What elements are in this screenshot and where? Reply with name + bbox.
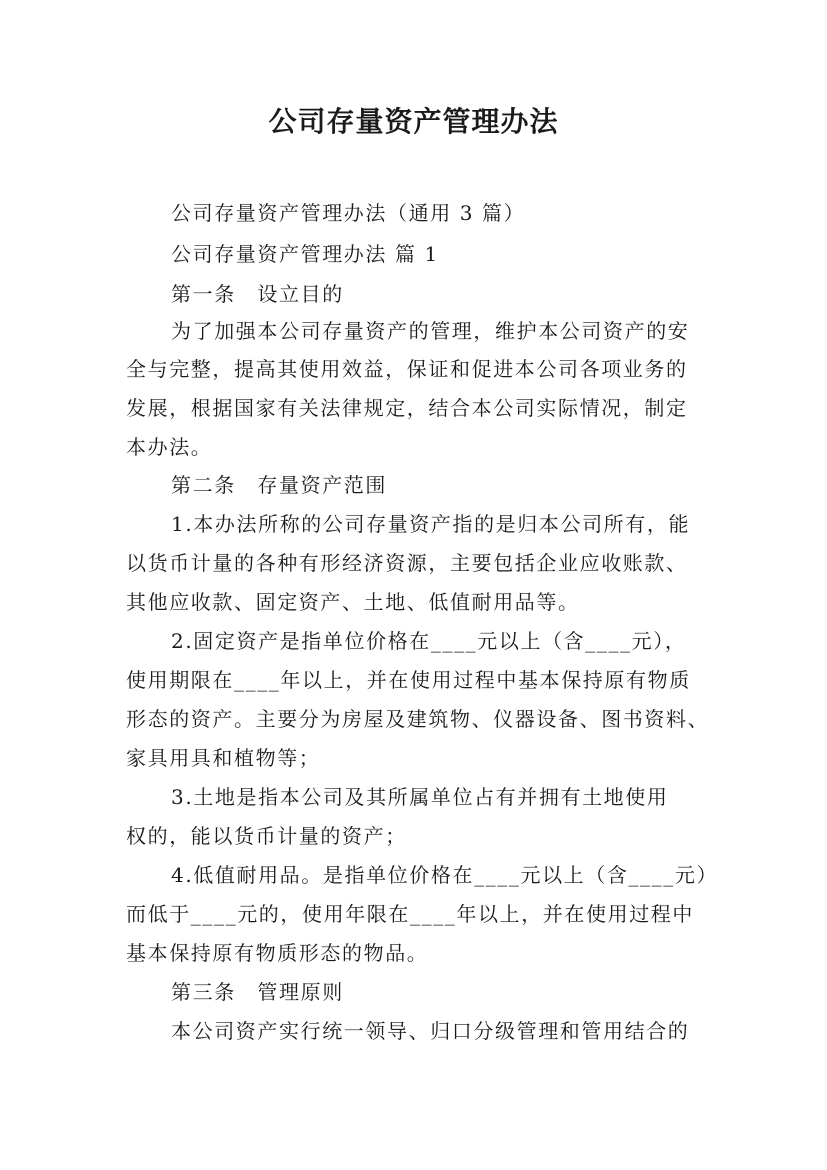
paragraph-line: 1.本办法所称的公司存量资产指的是归本公司所有，能	[171, 512, 691, 536]
paragraph-line: 而低于____元的，使用年限在____年以上，并在使用过程中	[126, 902, 694, 926]
paragraph-line: 全与完整，提高其使用效益，保证和促进本公司各项业务的	[126, 357, 688, 381]
article-heading: 第二条 存量资产范围	[171, 473, 387, 497]
subtitle-line: 公司存量资产管理办法（通用 3 篇）	[171, 201, 526, 225]
paragraph-line: 以货币计量的各种有形经济资源，主要包括企业应收账款、	[126, 551, 688, 575]
article-heading: 第三条 管理原则	[171, 980, 344, 1004]
section-heading: 公司存量资产管理办法 篇 1	[171, 242, 439, 266]
paragraph-line: 4.低值耐用品。是指单位价格在____元以上（含____元）	[171, 863, 719, 887]
paragraph-line: 本办法。	[126, 435, 213, 459]
paragraph-line: 2.固定资产是指单位价格在____元以上（含____元），	[171, 629, 687, 653]
paragraph-line: 使用期限在____年以上，并在使用过程中基本保持原有物质	[126, 668, 691, 692]
paragraph-line: 其他应收款、固定资产、土地、低值耐用品等。	[126, 590, 580, 614]
paragraph-line: 发展，根据国家有关法律规定，结合本公司实际情况，制定	[126, 396, 688, 420]
paragraph-line: 为了加强本公司存量资产的管理，维护本公司资产的安	[171, 319, 690, 343]
paragraph-line: 家具用具和植物等；	[126, 746, 321, 770]
paragraph-line: 基本保持原有物质形态的物品。	[126, 941, 429, 965]
paragraph-line: 形态的资产。主要分为房屋及建筑物、仪器设备、图书资料、	[126, 707, 710, 731]
document-title: 公司存量资产管理办法	[268, 105, 559, 138]
paragraph-line: 本公司资产实行统一领导、归口分级管理和管用结合的	[171, 1019, 690, 1043]
article-heading: 第一条 设立目的	[171, 282, 344, 306]
paragraph-line: 权的，能以货币计量的资产；	[126, 824, 407, 848]
paragraph-line: 3.土地是指本公司及其所属单位占有并拥有土地使用	[171, 785, 669, 809]
